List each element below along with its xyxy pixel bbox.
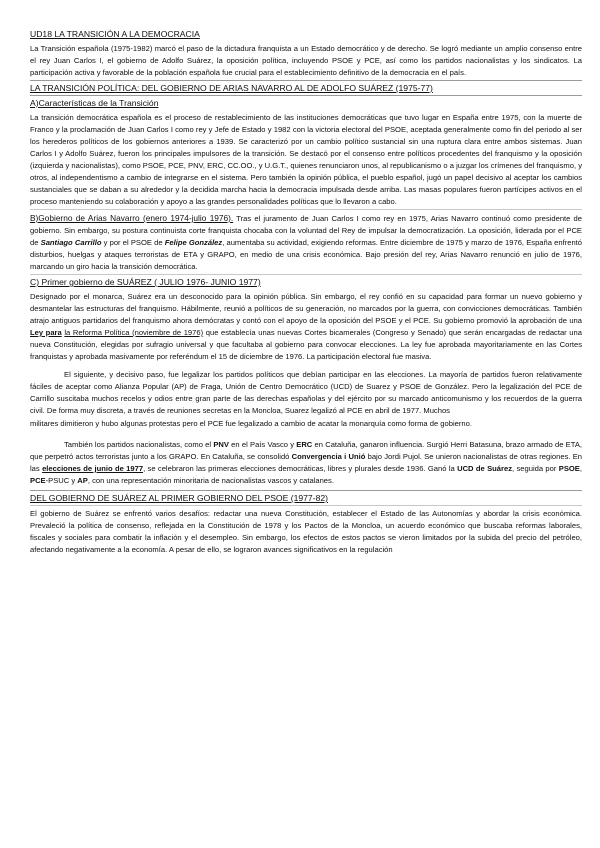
divider (30, 95, 582, 96)
party-name: Convergencia i Unió (291, 452, 366, 461)
intro-paragraph: La Transición española (1975-1982) marcó el paso de la dictadura franquista a un Estado democrático y de derecho. Se logró mediante un amplio consenso entre el rey Juan Carlos I, el gobierno de Adolfo Suárez, la oposición política, incluyendo PSOE y PCE, así como los partidos nacionalistas y los sindicatos. La participación activa y favorable de la población española fue crucial para el establecimiento definitivo de la democracia en el país. (30, 44, 582, 77)
party-name: PSOE (558, 464, 580, 473)
law-link: Ley para (30, 328, 62, 337)
subsection-c-paragraph-3: También los partidos nacionalistas, como el PNV en el País Vasco y ERC en Cataluña, ganaron influencia. Surgió Herri Batasuna, brazo armado de ETA, que perpetró actos terroristas junto a los GRAPO. En Cataluña, se consolidó Convergencia i Unió bajo Jordi Pujol. Se unieron nacionalistas de otras regiones. En las elecciones de junio de 1977, se celebraron las primeras elecciones democráticas, libres y plurales desde 1936. Ganó la UCD de Suárez, seguida por PSOE, PCE-PSUC y AP, con una representación minoritaria de nacionalistas vascos y catalanes. (30, 440, 583, 485)
subsection-c-paragraph-2: El siguiente, y decisivo paso, fue legalizar los partidos políticos que debían participar en las elecciones. La mayoría de partidos fueron relativamente fáciles de aceptar como Alianza Popular (AP) de Fraga, Unión de Centro Democrático (UCD) de Suarez y PSOE de González. Pero la legalización del PCE de Carrillo suscitaba muchos recelos y odios entre gran parte de las derechas españolas y del ejército por su marcado anticomunismo y los recuerdos de la guerra civil. De forma muy discreta, a través de reuniones secretas en la Moncloa, Suarez legalizó al PCE en abril de 1977. Muchos (30, 370, 582, 415)
subsection-c-paragraph-1: Designado por el monarca, Suárez era un desconocido para la opinión pública. Sin embargo, el rey confió en su capacidad para formar un nuevo gobierno y desmantelar las estructuras del franquismo. Hábilmente, reunió a políticos de su generación, no marcados por la guerra, con convicciones democráticas. También atrajo antiguos partidarios del franquismo ahora demócratas y contó con el apoyo de la oposición del PSOE y el PCE. Su gobierno promovió la aprobación de una Ley para la Reforma Política (noviembre de 1976) que establecía unas nuevas Cortes bicamerales (Congreso y Senado) que serán encargadas de redactar una nueva Constitución, elegidas por sufragio universal y que facultaba al gobierno para convocar elecciones. La ley fue aprobada mayoritariamente en las Cortes franquistas y aprobada masivamente por referéndum el 15 de diciembre de 1976. La participación electoral fue masiva. (30, 292, 582, 361)
party-name: ERC (296, 440, 313, 449)
document-title: UD18 LA TRANSICIÓN A LA DEMOCRACIA (30, 29, 200, 39)
divider (30, 505, 582, 506)
section-2-title: DEL GOBIERNO DE SUÁREZ AL PRIMER GOBIERNO DEL PSOE (1977-82) (30, 493, 328, 503)
subsection-b-title: B)Gobierno de Arias Navarro (enero 1974-julio 1976). (30, 213, 234, 223)
elections-link: elecciones de junio de 1977 (42, 464, 144, 473)
section-1-title: LA TRANSICIÓN POLÍTICA: DEL GOBIERNO DE ARIAS NAVARRO AL DE ADOLFO SUÁREZ (1975-77) (30, 83, 433, 93)
subsection-c-title: C) Primer gobierno de SUÁREZ ( JULIO 1976- JUNIO 1977) (30, 277, 261, 287)
subsection-c-paragraph-2b: militares dimitieron y hubo algunas protestas pero el PCE fue legalizado a cambio de acatar la monarquía como forma de gobierno. (30, 419, 472, 428)
law-link: la Reforma Política (noviembre de 1976) (64, 328, 204, 337)
divider (30, 209, 582, 210)
divider (30, 490, 582, 491)
subsection-b-paragraph: B)Gobierno de Arias Navarro (enero 1974-julio 1976). Tras el juramento de Juan Carlos I como rey en 1975, Arias Navarro continuó como presidente de gobierno. Sin embargo, su postura continuista corte franquista chocaba con la voluntad del Rey de impulsar la democratización. La oposición, liderada por el PCE de Santiago Carrillo y por el PSOE de Felipe González, aumentaba su actividad, exigiendo reformas. Entre diciembre de 1975 y marzo de 1976, España enfrentó disturbios, huelgas y ataques terroristas de ETA y GRAPO, en medio de una crisis económica. Bajo presión del rey, Arias Navarro renunció en julio de 1976, marcando un giro hacia la transición democrática. (30, 213, 582, 271)
document-page (30, 28, 582, 556)
divider (30, 274, 582, 275)
divider (30, 80, 582, 81)
party-name: AP (77, 476, 88, 485)
party-name: UCD de Suárez (457, 464, 513, 473)
subsection-a-paragraph: La transición democrática española es el proceso de restablecimiento de las instituciones democráticas que tuvo lugar en España entre 1975, con la muerte de Franco y la proclamación de Juan Carlos I como rey y Jefe de Estado y 1982 con la victoria electoral del PSOE, aceptada generalmente como fin del periodo al ser los herederos políticos de los gobiernos anteriores a 1939. Se caracterizó por un cambio político sustancial sin una ruptura clara entre ambos sistemas. Juan Carlos I y Adolfo Suárez, fueron los principales impulsores de la transición. Se destacó por el consenso entre políticos procedentes del franquismo y la oposición (izquierda y nacionalistas), como PSOE, PCE, PNV, ERC, CC.OO., y U.G.T., quienes renunciaron unos, al republicanismo o a juzgar los crímenes del franquismo, y otros, al independentismo a cambio de integrarse en el sistema. Pero también la opinión pública, el pueblo español, jugó un papel decisivo al aceptar los cambios sustanciales que se daban a su alrededor y la decidida marcha hacia la democracia impulsada desde arriba. Las masas populares fueron partícipes activos en el proceso manteniendo su colaboración y apoyo a las grandes personalidades políticas que lo llevaron a cabo. (30, 113, 582, 206)
party-name: PCE (30, 476, 46, 485)
person-name: Felipe González (164, 238, 223, 247)
section-2-paragraph: El gobierno de Suárez se enfrentó varios desafíos: redactar una nueva Constitución, establecer el Estado de las Autonomías y abordar la crisis económica. Prevaleció la política de consenso, reflejada en la Constitución de 1978 y los Pactos de la Moncloa, un acuerdo económico que buscaba reformas laborales, fiscales y sociales para combatir la inflación y el desempleo. Sin embargo, los efectos de estos pactos se vieron limitados por la subida del precio del petróleo, afectando negativamente a la economía. A pesar de ello, se lograron avances significativos en la regulación (30, 509, 582, 554)
subsection-a-title: A)Características de la Transición (30, 98, 159, 108)
party-name: PNV (213, 440, 229, 449)
person-name: Santiago Carrillo (40, 238, 102, 247)
